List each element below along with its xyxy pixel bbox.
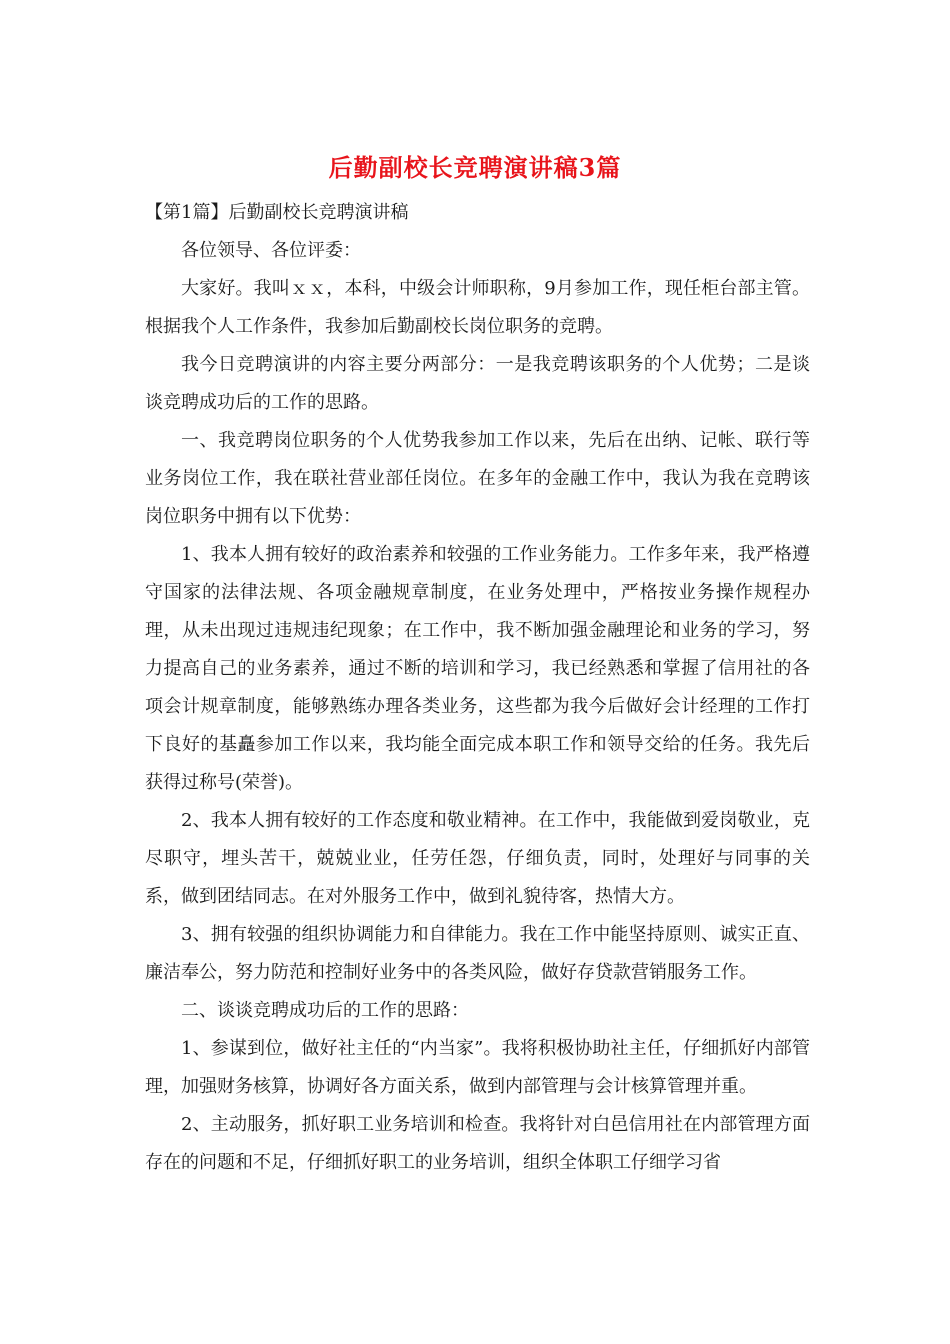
paragraph-plan-heading: 二、谈谈竞聘成功后的工作的思路： <box>181 1000 469 1021</box>
paragraph-advantage-2: 2、我本人拥有较好的工作态度和敬业精神。在工作中，我能做到爱岗敬业，克尽职守，埋头苦干，兢兢业业，任劳任怨，仔细负责，同时，处理好与同事的关系，做到团结同志。在对外服务工作中，做到礼貌待客，热情大方。 <box>145 810 810 907</box>
paragraph-advantage-3: 3、拥有较强的组织协调能力和自律能力。我在工作中能坚持原则、诚实正直、廉洁奉公，努力防范和控制好业务中的各类风险，做好存贷款营销服务工作。 <box>145 924 810 983</box>
paragraph-plan-1: 1、参谋到位，做好社主任的“内当家”。我将积极协助社主任，仔细抓好内部管理，加强财务核算，协调好各方面关系，做到内部管理与会计核算管理并重。 <box>145 1038 810 1097</box>
paragraph-advantages-intro: 一、我竞聘岗位职务的个人优势我参加工作以来，先后在出纳、记帐、联行等业务岗位工作，我在联社营业部任岗位。在多年的金融工作中，我认为我在竞聘该岗位职务中拥有以下优势： <box>145 430 810 527</box>
paragraph-introduction: 大家好。我叫ｘｘ，本科，中级会计师职称，9月参加工作，现任柜台部主管。根据我个人工作条件，我参加后勤副校长岗位职务的竞聘。 <box>145 278 810 337</box>
section-heading: 【第1篇】后勤副校长竞聘演讲稿 <box>145 202 409 223</box>
document-title: 后勤副校长竞聘演讲稿3篇 <box>328 153 622 182</box>
paragraph-advantage-1: 1、我本人拥有较好的政治素养和较强的工作业务能力。工作多年来，我严格遵守国家的法律法规、各项金融规章制度，在业务处理中，严格按业务操作规程办理，从未出现过违规违纪现象；在工作中，我不断加强金融理论和业务的学习，努力提高自己的业务素养，通过不断的培训和学习，我已经熟悉和掌握了信用社的各项会计规章制度，能够熟练办理各类业务，这些都为我今后做好会计经理的工作打下良好的基矗参加工作以来，我均能全面完成本职工作和领导交给的任务。我先后获得过称号(荣誉)。 <box>145 544 810 793</box>
paragraph-plan-2: 2、主动服务，抓好职工业务培训和检查。我将针对白邑信用社在内部管理方面存在的问题和不足，仔细抓好职工的业务培训，组织全体职工仔细学习省 <box>145 1114 810 1173</box>
document-body <box>145 198 810 1182</box>
paragraph-outline: 我今日竞聘演讲的内容主要分两部分：一是我竞聘该职务的个人优势；二是谈谈竞聘成功后的工作的思路。 <box>145 354 810 413</box>
paragraph-salutation: 各位领导、各位评委： <box>181 240 361 261</box>
